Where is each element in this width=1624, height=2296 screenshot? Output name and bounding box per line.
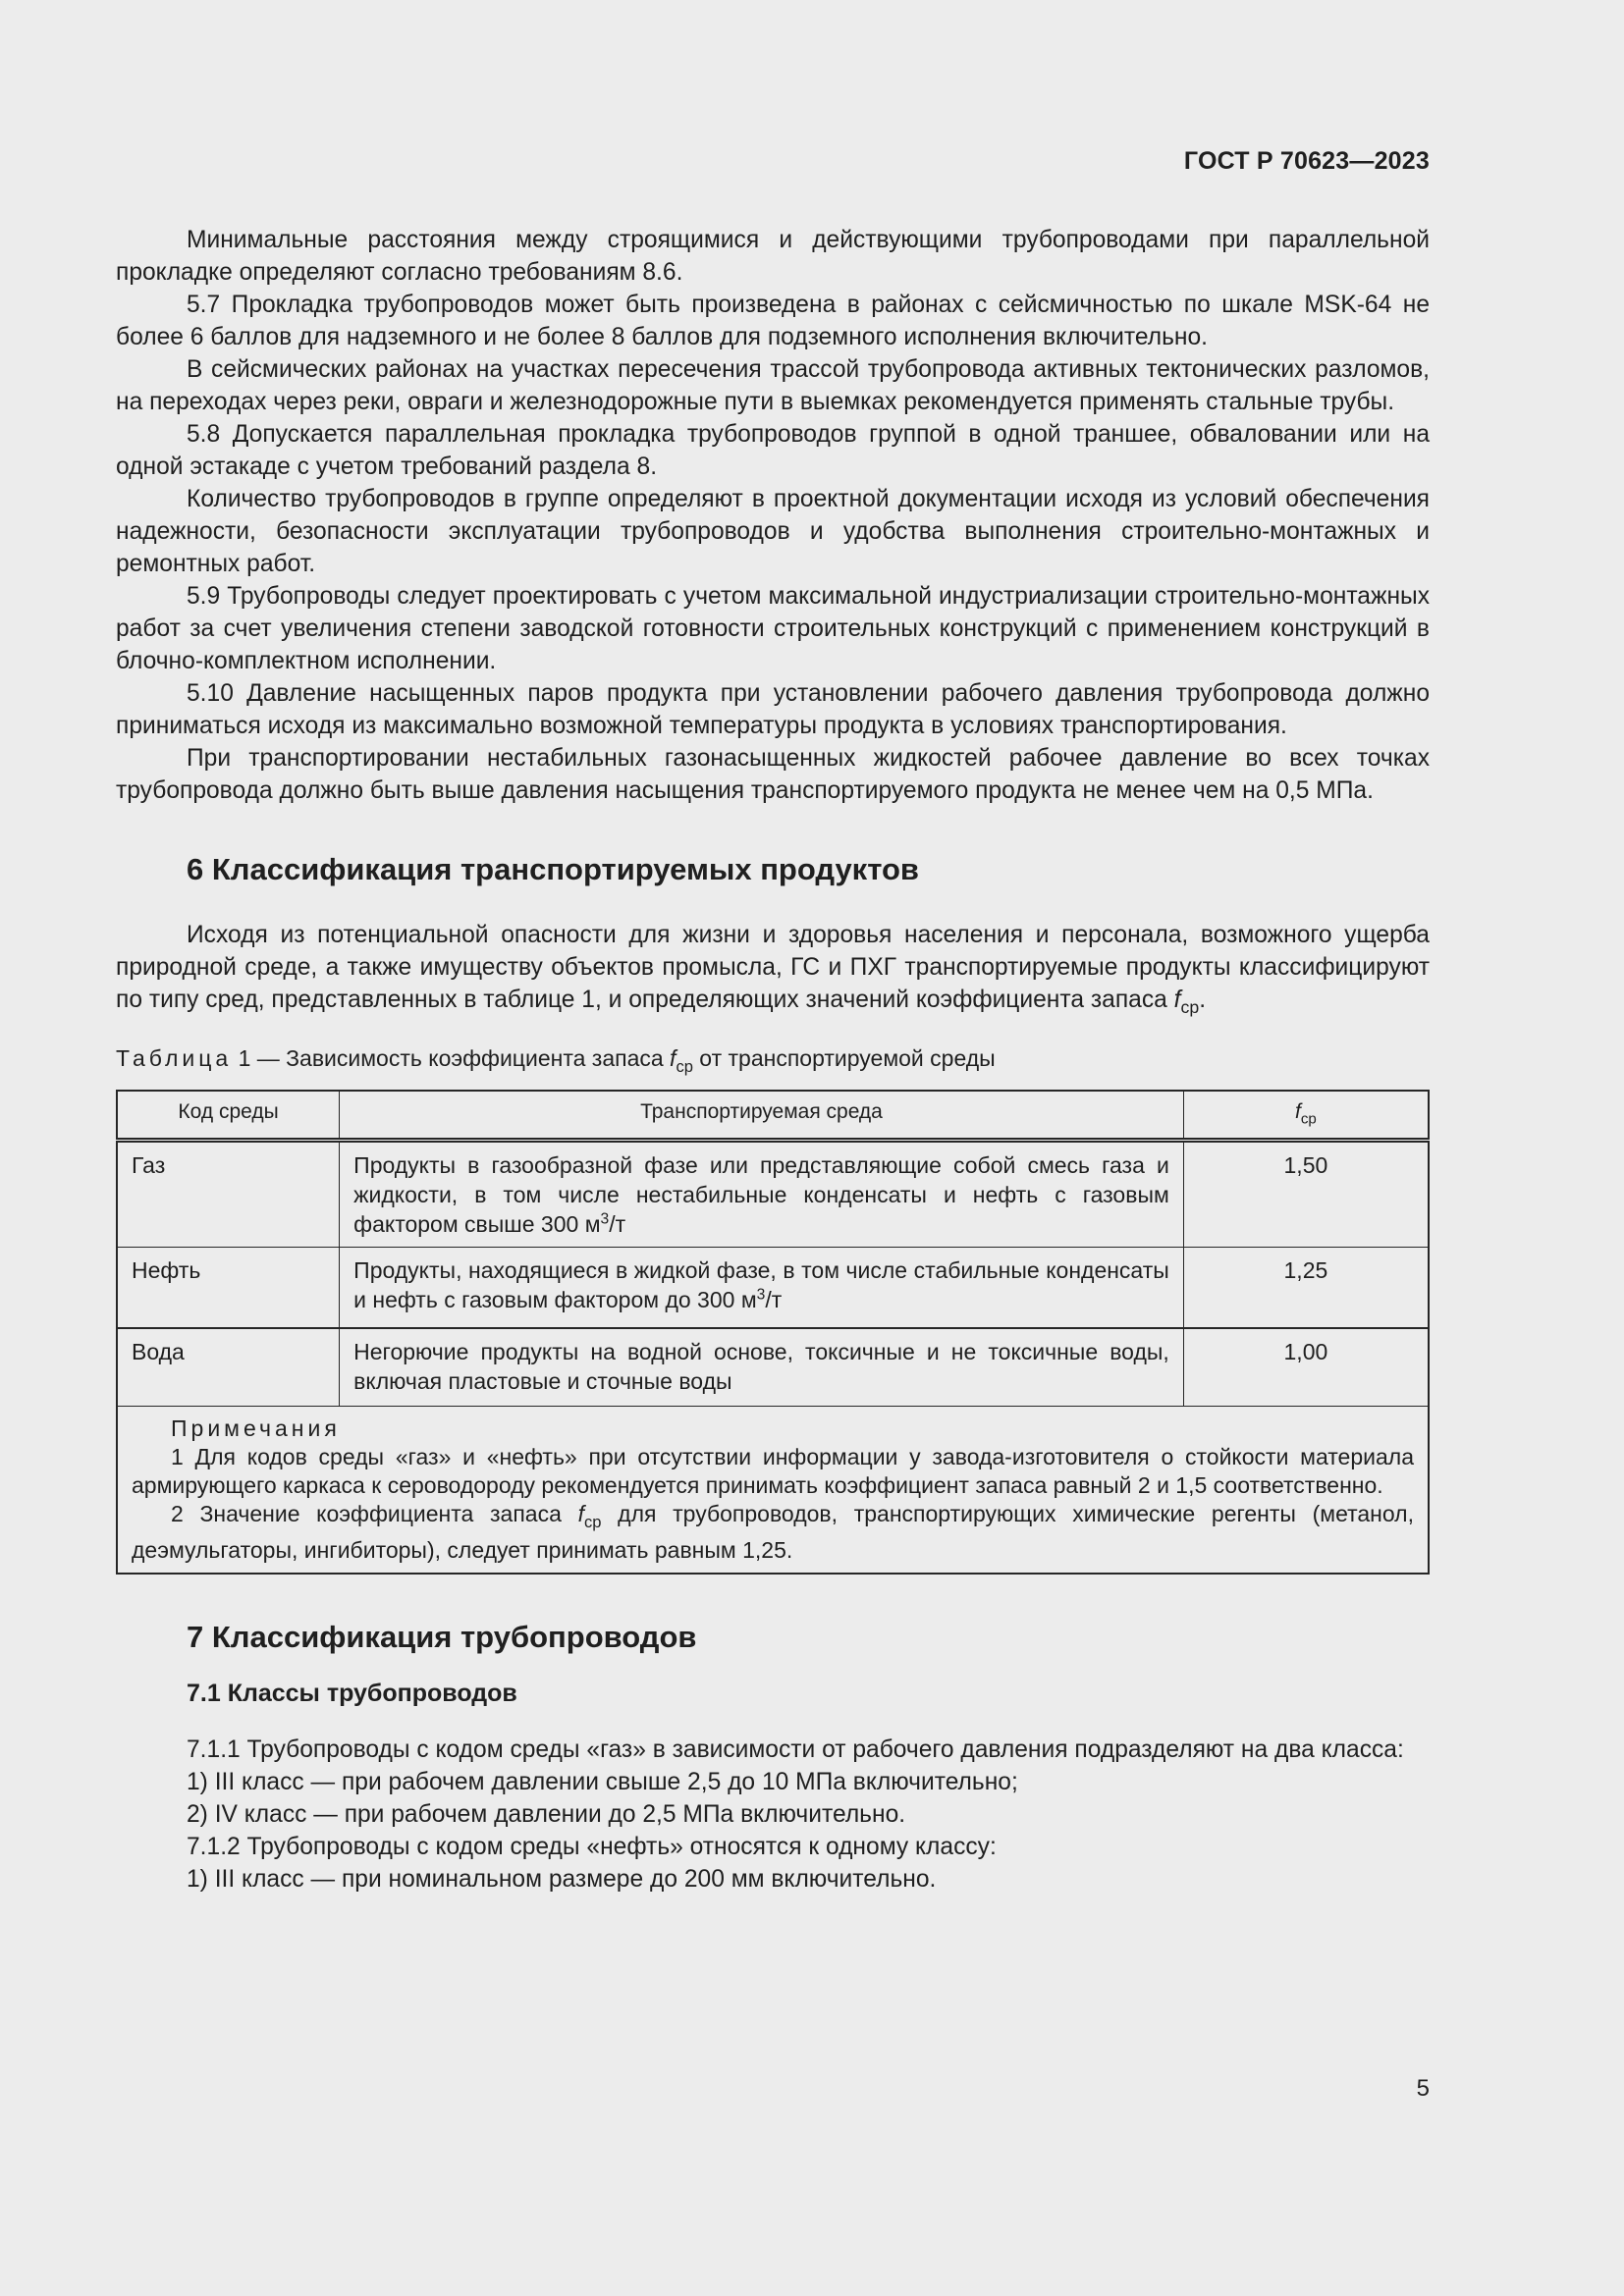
table-row — [117, 1248, 1429, 1328]
table-caption-label: Таблица — [116, 1045, 233, 1072]
cell-f: 1,25 — [1183, 1248, 1429, 1328]
f-subscript: ср — [583, 1513, 602, 1532]
list-item: 1) III класс — при номинальном размере до 200 мм включительно. — [187, 1866, 937, 1894]
unit-m: м — [584, 1211, 601, 1238]
page-number: 5 — [1416, 2075, 1430, 2102]
cell-f: 1,50 — [1183, 1141, 1429, 1248]
list-item: 1) III класс — при рабочем давлении свыше 2,5 до 10 МПа включительно; — [187, 1769, 1018, 1796]
notes-title: Примечания — [171, 1415, 341, 1442]
table-notes-row — [117, 1407, 1429, 1574]
f-symbol: f — [577, 1501, 584, 1527]
note-2-text: 2 Значение коэффициента запаса — [171, 1501, 578, 1527]
cell-f: 1,00 — [1183, 1328, 1429, 1407]
table-row — [117, 1328, 1429, 1407]
page-content — [116, 224, 1430, 1896]
section-7-heading: 7 Классификация трубопроводов — [187, 1620, 697, 1655]
cell-code: Газ — [117, 1141, 340, 1248]
paragraph: 5.7 Прокладка трубопроводов может быть произведена в районах с сейсмичностью по шкале MSK-64 не более 6 баллов для надземного и не более 8 баллов для подземного исполнения включительно. — [116, 292, 1430, 350]
note-1: 1 Для кодов среды «газ» и «нефть» при отсутствии информации у завода-изготовителя о стойкости материала армирующего каркаса к сероводороду рекомендуется принимать коэффициент запаса равный 2 и 1,5 соответственно. — [132, 1444, 1414, 1499]
cell-env-text: Продукты, находящиеся в жидкой фазе, в том числе стабильные конденсаты и нефть с газовым фактором до 300 — [353, 1257, 1169, 1313]
table-1 — [116, 1090, 1430, 1575]
unit-t: /т — [609, 1211, 626, 1238]
cell-code: Нефть — [117, 1248, 340, 1328]
document-page — [116, 0, 1430, 2296]
list-item: 2) IV класс — при рабочем давлении до 2,5 МПа включительно. — [187, 1801, 906, 1829]
f-symbol: f — [1294, 1099, 1301, 1123]
f-subscript: ср — [676, 1056, 693, 1076]
f-subscript: ср — [1180, 997, 1200, 1018]
f-symbol: f — [1173, 987, 1181, 1013]
document-code: ГОСТ Р 70623—2023 — [1183, 147, 1430, 175]
unit-t: /т — [765, 1287, 783, 1313]
note-2-text-end: для трубопроводов, транспортирующих химические регенты (метанол, деэмульгаторы, ингибиторы), следует принимать равным 1,25. — [132, 1501, 1414, 1564]
f-subscript: ср — [1300, 1110, 1317, 1128]
cell-env: Негорючие продукты на водной основе, токсичные и не токсичные воды, включая пластовые и сточные воды — [340, 1328, 1184, 1407]
table-caption-text: 1 — Зависимость коэффициента запаса — [232, 1045, 671, 1072]
section-7-1-heading: 7.1 Классы трубопроводов — [187, 1680, 517, 1708]
paragraph: 5.8 Допускается параллельная прокладка трубопроводов группой в одной траншее, обваловании или на одной эстакаде с учетом требований раздела 8. — [116, 421, 1430, 480]
paragraph: В сейсмических районах на участках пересечения трассой трубопровода активных тектонических разломов, на переходах через реки, овраги и железнодорожные пути в выемках рекомендуется применять стальные трубы. — [116, 356, 1430, 415]
table-header-row — [117, 1091, 1429, 1141]
header-env: Транспортируемая среда — [340, 1091, 1184, 1141]
paragraph: Количество трубопроводов в группе определяют в проектной документации исходя из условий обеспечения надежности, безопасности эксплуатации трубопроводов и удобства выполнения строительно-монтажных и ремонтных работ. — [116, 486, 1430, 577]
intro-text: Исходя из потенциальной опасности для жизни и здоровья населения и персонала, возможного ущерба природной среде, а также имуществу объектов промысла, ГС и ПХГ транспортируемые продукты классифицируют по типу сред, представленных в таблице 1, и определяющих значений коэффициента запаса — [116, 922, 1430, 1013]
note-2 — [132, 1500, 1414, 1565]
cell-env-text: Продукты в газообразной фазе или представляющие собой смесь газа и жидкости, в том числе нестабильные конденсаты и нефть с газовым фактором свыше 300 — [353, 1152, 1169, 1238]
unit-m: м — [740, 1287, 757, 1313]
table-row — [117, 1141, 1429, 1248]
paragraph: 7.1.1 Трубопроводы с кодом среды «газ» в зависимости от рабочего давления подразделяют на два класса: — [187, 1736, 1404, 1764]
table-1-caption — [116, 1043, 1430, 1082]
section-6-intro — [116, 919, 1430, 1024]
table-notes — [117, 1407, 1429, 1574]
table-caption-text-end: от транспортируемой среды — [692, 1045, 996, 1072]
paragraph: 5.9 Трубопроводы следует проектировать с учетом максимальной индустриализации строительно-монтажных работ за счет увеличения степени заводской готовности строительных конструкций с применением конструкций в блочно-комплектном исполнении. — [116, 583, 1430, 674]
cell-env — [340, 1248, 1184, 1328]
paragraph: Минимальные расстояния между строящимися и действующими трубопроводами при параллельной прокладке определяют согласно требованиям 8.6. — [116, 227, 1430, 286]
intro-end: . — [1199, 987, 1207, 1013]
header-code: Код среды — [117, 1091, 340, 1141]
cell-code: Вода — [117, 1328, 340, 1407]
unit-exp: 3 — [756, 1286, 766, 1304]
paragraph: При транспортировании нестабильных газонасыщенных жидкостей рабочее давление во всех точках трубопровода должно быть выше давления насыщения транспортируемого продукта не менее чем на 0,5 МПа. — [116, 745, 1430, 804]
unit-exp: 3 — [600, 1210, 610, 1228]
cell-env — [340, 1141, 1184, 1248]
f-symbol: f — [670, 1045, 677, 1072]
paragraph: 5.10 Давление насыщенных паров продукта при установлении рабочего давления трубопровода должно приниматься исходя из максимально возможной температуры продукта в условиях транспортирования. — [116, 680, 1430, 739]
section-6-heading: 6 Классификация транспортируемых продуктов — [187, 852, 919, 886]
header-f — [1183, 1091, 1429, 1141]
list-item: 7.1.2 Трубопроводы с кодом среды «нефть» относятся к одному классу: — [187, 1834, 997, 1861]
